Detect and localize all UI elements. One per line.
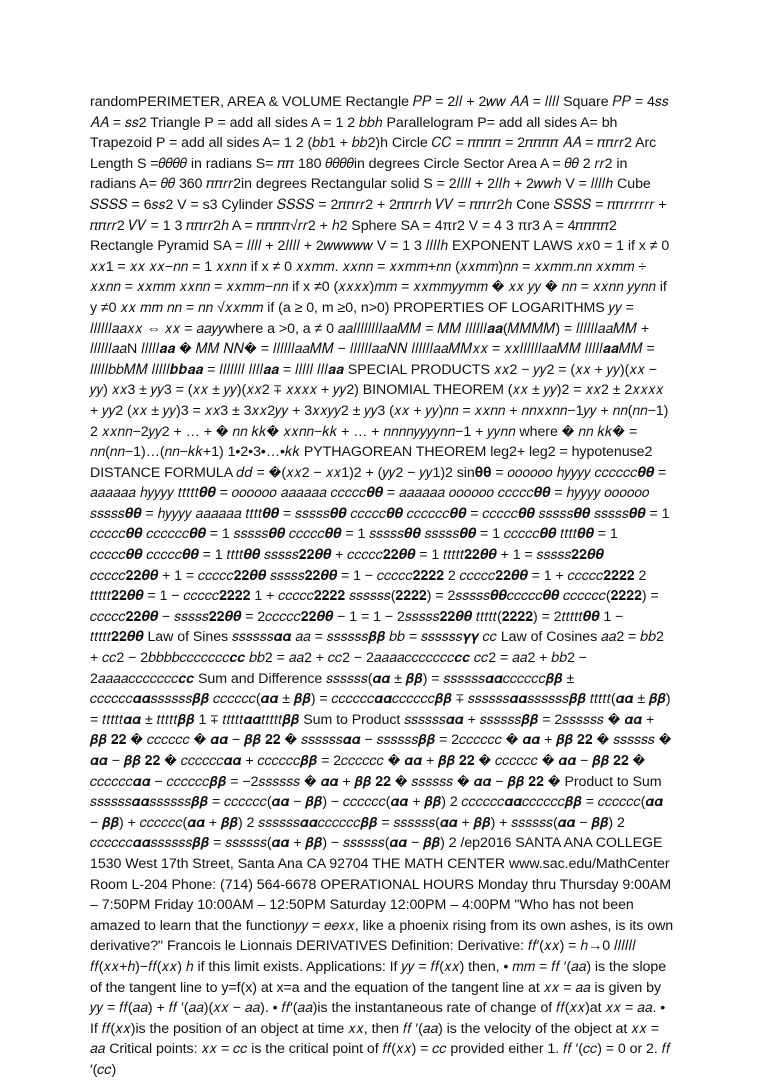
document-body-text: randomPERIMETER, AREA & VOLUME Rectangle 𝑃𝑃 = 2𝑙𝑙 + 2𝑤𝑤 𝐴𝐴 = 𝑙𝑙𝑙𝑙 Square 𝑃𝑃 = 4𝑠𝑠 𝐴𝐴 = 𝑠𝑠2 Triangle P = add all sides A = 1 2 𝑏𝑏ℎ Parallelogram P= add all sides A= bh Trapezoid P = add all sides A= 1 2 (𝑏𝑏1 + 𝑏𝑏2)h Circle 𝐶𝐶 = 𝜋𝜋𝜋𝜋 = 2𝜋𝜋𝜋𝜋 𝐴𝐴 = 𝜋𝜋𝑟𝑟2 Arc Length S =𝜃𝜃𝜃𝜃 in radians S= 𝜋𝜋 180 𝜃𝜃𝜃𝜃in degrees Circle Sector Area A = 𝜃𝜃 2 𝑟𝑟2 in radians A= 𝜃𝜃 360 𝜋𝜋𝑟𝑟2in degrees Rectangular solid S = 2𝑙𝑙𝑙𝑙 + 2𝑙𝑙ℎ + 2𝑤𝑤ℎ V = 𝑙𝑙𝑙𝑙ℎ Cube 𝑆𝑆𝑆𝑆 = 6𝑠𝑠2 V = s3 Cylinder 𝑆𝑆𝑆𝑆 = 2𝜋𝜋𝑟𝑟2 + 2𝜋𝜋𝑟𝑟ℎ 𝑉𝑉 = 𝜋𝜋𝑟𝑟2ℎ Cone 𝑆𝑆𝑆𝑆 = 𝜋𝜋𝑟𝑟𝑟𝑟𝑟𝑟 + 𝜋𝜋𝑟𝑟2 𝑉𝑉 = 1 3 𝜋𝜋𝑟𝑟2ℎ A = 𝜋𝜋𝜋𝜋√𝑟𝑟2 + ℎ2 Sphere SA = 4πr2 V = 4 3 πr3 A = 4𝜋𝜋𝜋𝜋2 Rectangle Pyramid SA = 𝑙𝑙𝑙𝑙 + 2𝑙𝑙𝑙𝑙 + 2𝑤𝑤𝑤𝑤𝑤 V = 1 3 𝑙𝑙𝑙𝑙ℎ EXPONENT LAWS 𝑥𝑥0 = 1 if x ≠ 0 𝑥𝑥1 = 𝑥𝑥 𝑥𝑥−𝑛𝑛 = 1 𝑥𝑥𝑛𝑛 if x ≠ 0 𝑥𝑥𝑚𝑚. 𝑥𝑥𝑛𝑛 = 𝑥𝑥𝑚𝑚+𝑛𝑛 (𝑥𝑥𝑚𝑚)𝑛𝑛 = 𝑥𝑥𝑚𝑚.𝑛𝑛 𝑥𝑥𝑚𝑚 ÷ 𝑥𝑥𝑛𝑛 = 𝑥𝑥𝑚𝑚 𝑥𝑥𝑛𝑛 = 𝑥𝑥𝑚𝑚−𝑛𝑛 if x ≠0 (𝑥𝑥𝑥𝑥)𝑚𝑚 = 𝑥𝑥𝑚𝑚𝑦𝑦𝑚𝑚 � 𝑥𝑥 𝑦𝑦 � 𝑛𝑛 = 𝑥𝑥𝑛𝑛 𝑦𝑦𝑛𝑛 if y ≠0 𝑥𝑥 𝑚𝑚 𝑛𝑛 = 𝑛𝑛 √𝑥𝑥𝑚𝑚 if (a ≥ 0, m ≥0, n>0) PROPERTIES OF LOGARITHMS 𝑦𝑦 = 𝑙𝑙𝑙𝑙𝑙𝑙𝑎𝑎𝑥𝑥 ⇔ 𝑥𝑥 = 𝑎𝑎𝑦𝑦where a >0, a ≠ 0 𝑎𝑎𝑙𝑙𝑙𝑙𝑙𝑙𝑙𝑙𝑎𝑎𝑀𝑀 = 𝑀𝑀 𝑙𝑙𝑙𝑙𝑙𝑙𝒂𝒂(𝑀𝑀𝑀𝑀) = 𝑙𝑙𝑙𝑙𝑙𝑙𝑎𝑎𝑀𝑀 + 𝑙𝑙𝑙𝑙𝑙𝑙𝑎𝑎N 𝑙𝑙𝑙𝑙𝑙𝒂𝒂 � 𝑀𝑀 𝑁𝑁� = 𝑙𝑙𝑙𝑙𝑙𝑙𝑎𝑎𝑀𝑀 − 𝑙𝑙𝑙𝑙𝑙𝑙𝑎𝑎𝑁𝑁 𝑙𝑙𝑙𝑙𝑙𝑙𝑎𝑎𝑀𝑀𝑥𝑥 = 𝑥𝑥𝑙𝑙𝑙𝑙𝑙𝑙𝑎𝑎𝑀𝑀 𝑙𝑙𝑙𝑙𝑙𝒂𝒂𝑀𝑀 = 𝑙𝑙𝑙𝑙𝑙𝑏𝑏𝑀𝑀 𝑙𝑙𝑙𝑙𝑙𝒃𝒃𝒂𝒂 = 𝑙𝑙𝑙𝑙𝑙𝑙𝑙 𝑙𝑙𝑙𝑙𝒂𝒂 = 𝑙𝑙𝑙𝑙𝑙 𝑙𝑙𝑙𝒂𝒂 SPECIAL PRODUCTS 𝑥𝑥2 − 𝑦𝑦2 = (𝑥𝑥 + 𝑦𝑦)(𝑥𝑥 − 𝑦𝑦) 𝑥𝑥3 ± 𝑦𝑦3 = (𝑥𝑥 ± 𝑦𝑦)(𝑥𝑥2 ∓ 𝑥𝑥𝑥𝑥 + 𝑦𝑦2) BINOMIAL THEOREM (𝑥𝑥 ± 𝑦𝑦)2 = 𝑥𝑥2 ± 2𝑥𝑥𝑥𝑥 + 𝑦𝑦2 (𝑥𝑥 ± 𝑦𝑦)3 = 𝑥𝑥3 ± 3𝑥𝑥2𝑦𝑦 + 3𝑥𝑥𝑦𝑦2 ± 𝑦𝑦3 (𝑥𝑥 + 𝑦𝑦)𝑛𝑛 = 𝑥𝑥𝑛𝑛 + 𝑛𝑛𝑥𝑥𝑛𝑛−1𝑦𝑦 + 𝑛𝑛(𝑛𝑛−1) 2 𝑥𝑥𝑛𝑛−2𝑦𝑦2 + … + � 𝑛𝑛 𝑘𝑘� 𝑥𝑥𝑛𝑛−𝑘𝑘 + … + 𝑛𝑛𝑛𝑛𝑦𝑦𝑦𝑦𝑛𝑛−1 + 𝑦𝑦𝑛𝑛 where � 𝑛𝑛 𝑘𝑘� = 𝑛𝑛(𝑛𝑛−1)…(𝑛𝑛−𝑘𝑘+1) 1•2•3•…•𝑘𝑘 PYTHAGOREAN THEOREM leg2+ leg2 = hypotenuse2 DISTANCE FORMULA 𝑑𝑑 = �(𝑥𝑥2 − 𝑥𝑥1)2 + (𝑦𝑦2 − 𝑦𝑦1)2 sin𝛉𝛉 = 𝑜𝑜𝑜𝑜𝑜𝑜 ℎ𝑦𝑦𝑦𝑦 𝑐𝑐𝑐𝑐𝑐𝑐𝜽𝜽 = 𝑎𝑎𝑎𝑎𝑎𝑎 ℎ𝑦𝑦𝑦𝑦 𝑡𝑡𝑡𝑡𝑡𝜽𝜽 = 𝑜𝑜𝑜𝑜𝑜𝑜 𝑎𝑎𝑎𝑎𝑎𝑎 𝑐𝑐𝑐𝑐𝑐𝜽𝜽 = 𝑎𝑎𝑎𝑎𝑎𝑎 𝑜𝑜𝑜𝑜𝑜𝑜 𝑐𝑐𝑐𝑐𝑐𝜽𝜽 = ℎ𝑦𝑦𝑦𝑦 𝑜𝑜𝑜𝑜𝑜𝑜 𝑠𝑠𝑠𝑠𝑠𝜽𝜽 = ℎ𝑦𝑦𝑦𝑦 𝑎𝑎𝑎𝑎𝑎𝑎 𝑡𝑡𝑡𝑡𝜽𝜽 = 𝑠𝑠𝑠𝑠𝑠𝜽𝜽 𝑐𝑐𝑐𝑐𝑐𝜽𝜽 𝑐𝑐𝑐𝑐𝑐𝑐𝜽𝜽 = 𝑐𝑐𝑐𝑐𝑐𝜽𝜽 𝑠𝑠𝑠𝑠𝑠𝜽𝜽 𝑠𝑠𝑠𝑠𝑠𝜽𝜽 = 1 𝑐𝑐𝑐𝑐𝑐𝜽𝜽 𝑐𝑐𝑐𝑐𝑐𝑐𝜽𝜽 = 1 𝑠𝑠𝑠𝑠𝑠𝜽𝜽 𝑐𝑐𝑐𝑐𝑐𝜽𝜽 = 1 𝑠𝑠𝑠𝑠𝑠𝜽𝜽 𝑠𝑠𝑠𝑠𝑠𝜽𝜽 = 1 𝑐𝑐𝑐𝑐𝑐𝜽𝜽 𝑡𝑡𝑡𝑡𝜽𝜽 = 1 𝑐𝑐𝑐𝑐𝑐𝜽𝜽 𝑐𝑐𝑐𝑐𝑐𝜽𝜽 = 1 𝑡𝑡𝑡𝑡𝜽𝜽 𝑠𝑠𝑠𝑠𝑠𝟐𝟐𝜽𝜽 + 𝑐𝑐𝑐𝑐𝑐𝟐𝟐𝜽𝜽 = 1 𝑡𝑡𝑡𝑡𝑡𝟐𝟐𝜽𝜽 + 1 = 𝑠𝑠𝑠𝑠𝑠𝟐𝟐𝜽𝜽 𝑐𝑐𝑐𝑐𝑐𝟐𝟐𝜽𝜽 + 1 = 𝑐𝑐𝑐𝑐𝑐𝟐𝟐𝜽𝜽 𝑠𝑠𝑠𝑠𝑠𝟐𝟐𝜽𝜽 = 1 − 𝑐𝑐𝑐𝑐𝑐𝟐𝟐𝟐𝟐 2 𝑐𝑐𝑐𝑐𝑐𝟐𝟐𝜽𝜽 = 1 + 𝑐𝑐𝑐𝑐𝑐𝟐𝟐𝟐𝟐 2 𝑡𝑡𝑡𝑡𝑡𝟐𝟐𝜽𝜽 = 1 − 𝑐𝑐𝑐𝑐𝑐𝟐𝟐𝟐𝟐 1 + 𝑐𝑐𝑐𝑐𝑐𝟐𝟐𝟐𝟐 𝑠𝑠𝑠𝑠𝑠𝑠(𝟐𝟐𝟐𝟐) = 2𝑠𝑠𝑠𝑠𝑠𝜽𝜽𝑐𝑐𝑐𝑐𝑐𝜽𝜽 𝑐𝑐𝑐𝑐𝑐𝑐(𝟐𝟐𝟐𝟐) = 𝑐𝑐𝑐𝑐𝑐𝟐𝟐𝜽𝜽 − 𝑠𝑠𝑠𝑠𝑠𝟐𝟐𝜽𝜽 = 2𝑐𝑐𝑐𝑐𝑐𝟐𝟐𝜽𝜽 − 1 = 1 − 2𝑠𝑠𝑠𝑠𝑠𝟐𝟐𝜽𝜽 𝑡𝑡𝑡𝑡𝑡(𝟐𝟐𝟐𝟐) = 2𝑡𝑡𝑡𝑡𝑡𝜽𝜽 1 − 𝑡𝑡𝑡𝑡𝑡𝟐𝟐𝜽𝜽 Law of Sines 𝑠𝑠𝑠𝑠𝑠𝑠𝜶𝜶 𝑎𝑎 = 𝑠𝑠𝑠𝑠𝑠𝑠𝜷𝜷 𝑏𝑏 = 𝑠𝑠𝑠𝑠𝑠𝑠𝜸𝜸 𝑐𝑐 Law of Cosines 𝑎𝑎2 = 𝑏𝑏2 + 𝑐𝑐2 − 2𝑏𝑏𝑏𝑏𝑐𝑐𝑐𝑐𝑐𝑐𝑐𝒄𝒄 𝑏𝑏2 = 𝑎𝑎2 + 𝑐𝑐2 − 2𝑎𝑎𝑎𝑎𝑐𝑐𝑐𝑐𝑐𝑐𝑐𝒄𝒄 𝑐𝑐2 = 𝑎𝑎2 + 𝑏𝑏2 − 2𝑎𝑎𝑎𝑎𝑐𝑐𝑐𝑐𝑐𝑐𝑐𝒄𝒄 Sum and Difference 𝑠𝑠𝑠𝑠𝑠𝑠(𝜶𝜶 ± 𝜷𝜷) = 𝑠𝑠𝑠𝑠𝑠𝑠𝜶𝜶𝑐𝑐𝑐𝑐𝑐𝑐𝜷𝜷 ± 𝑐𝑐𝑐𝑐𝑐𝑐𝜶𝜶𝑠𝑠𝑠𝑠𝑠𝑠𝜷𝜷 𝑐𝑐𝑐𝑐𝑐𝑐(𝜶𝜶 ± 𝜷𝜷) = 𝑐𝑐𝑐𝑐𝑐𝑐𝜶𝜶𝑐𝑐𝑐𝑐𝑐𝑐𝜷𝜷 ∓ 𝑠𝑠𝑠𝑠𝑠𝑠𝜶𝜶𝑠𝑠𝑠𝑠𝑠𝑠𝜷𝜷 𝑡𝑡𝑡𝑡𝑡(𝜶𝜶 ± 𝜷𝜷) = 𝑡𝑡𝑡𝑡𝑡𝜶𝜶 ± 𝑡𝑡𝑡𝑡𝑡𝜷𝜷 1 ∓ 𝑡𝑡𝑡𝑡𝑡𝜶𝜶𝑡𝑡𝑡𝑡𝑡𝜷𝜷 Sum to Product 𝑠𝑠𝑠𝑠𝑠𝑠𝜶𝜶 + 𝑠𝑠𝑠𝑠𝑠𝑠𝜷𝜷 = 2𝑠𝑠𝑠𝑠𝑠𝑠 � 𝜶𝜶 + 𝜷𝜷 𝟐𝟐 � 𝑐𝑐𝑐𝑐𝑐𝑐 � 𝜶𝜶 − 𝜷𝜷 𝟐𝟐 � 𝑠𝑠𝑠𝑠𝑠𝑠𝜶𝜶 − 𝑠𝑠𝑠𝑠𝑠𝑠𝜷𝜷 = 2𝑐𝑐𝑐𝑐𝑐𝑐 � 𝜶𝜶 + 𝜷𝜷 𝟐𝟐 � 𝑠𝑠𝑠𝑠𝑠𝑠 � 𝜶𝜶 − 𝜷𝜷 𝟐𝟐 � 𝑐𝑐𝑐𝑐𝑐𝑐𝜶𝜶 + 𝑐𝑐𝑐𝑐𝑐𝑐𝜷𝜷 = 2𝑐𝑐𝑐𝑐𝑐𝑐 � 𝜶𝜶 + 𝜷𝜷 𝟐𝟐 � 𝑐𝑐𝑐𝑐𝑐𝑐 � 𝜶𝜶 − 𝜷𝜷 𝟐𝟐 � 𝑐𝑐𝑐𝑐𝑐𝑐𝜶𝜶 − 𝑐𝑐𝑐𝑐𝑐𝑐𝜷𝜷 = −2𝑠𝑠𝑠𝑠𝑠𝑠 � 𝜶𝜶 + 𝜷𝜷 𝟐𝟐 � 𝑠𝑠𝑠𝑠𝑠𝑠 � 𝜶𝜶 − 𝜷𝜷 𝟐𝟐 � Product to Sum 𝑠𝑠𝑠𝑠𝑠𝑠𝜶𝜶𝑠𝑠𝑠𝑠𝑠𝑠𝜷𝜷 = 𝑐𝑐𝑐𝑐𝑐𝑐(𝜶𝜶 − 𝜷𝜷) − 𝑐𝑐𝑐𝑐𝑐𝑐(𝜶𝜶 + 𝜷𝜷) 2 𝑐𝑐𝑐𝑐𝑐𝑐𝜶𝜶𝑐𝑐𝑐𝑐𝑐𝑐𝜷𝜷 = 𝑐𝑐𝑐𝑐𝑐𝑐(𝜶𝜶 − 𝜷𝜷) + 𝑐𝑐𝑐𝑐𝑐𝑐(𝜶𝜶 + 𝜷𝜷) 2 𝑠𝑠𝑠𝑠𝑠𝑠𝜶𝜶𝑐𝑐𝑐𝑐𝑐𝑐𝜷𝜷 = 𝑠𝑠𝑠𝑠𝑠𝑠(𝜶𝜶 + 𝜷𝜷) + 𝑠𝑠𝑠𝑠𝑠𝑠(𝜶𝜶 − 𝜷𝜷) 2 𝑐𝑐𝑐𝑐𝑐𝑐𝜶𝜶𝑠𝑠𝑠𝑠𝑠𝑠𝜷𝜷 = 𝑠𝑠𝑠𝑠𝑠𝑠(𝜶𝜶 + 𝜷𝜷) − 𝑠𝑠𝑠𝑠𝑠𝑠(𝜶𝜶 − 𝜷𝜷) 2 /ep2016 SANTA ANA COLLEGE 1530 West 17th Street, Santa Ana CA 92704 THE MATH CENTER www.sac.edu/MathCenter Room L-204 Phone: (714) 564-6678 OPERATIONAL HOURS Monday thru Thursday 9:00AM – 7:50PM Friday 10:00AM – 12:50PM Saturday 12:00PM – 4:00PM "Who has not been amazed to learn that the function𝑦𝑦 = 𝑒𝑒𝑥𝑥, like a phoenix rising from its own ashes, is its own derivative?" Francois le Lionnais DERIVATIVES Definition: Derivative: 𝑓𝑓′(𝑥𝑥) = ℎ→0 𝑙𝑙𝑙𝑙𝑙𝑙 𝑓𝑓(𝑥𝑥+ℎ)−𝑓𝑓(𝑥𝑥) ℎ if this limit exists. Applications: If 𝑦𝑦 = 𝑓𝑓(𝑥𝑥) then, • 𝑚𝑚 = 𝑓𝑓 ′(𝑎𝑎) is the slope of the tangent line to y=f(x) at x=a and the equation of the tangent line at 𝑥𝑥 = 𝑎𝑎 is given by 𝑦𝑦 = 𝑓𝑓(𝑎𝑎) + 𝑓𝑓 ′(𝑎𝑎)(𝑥𝑥 − 𝑎𝑎). • 𝑓𝑓′(𝑎𝑎)is the instantaneous rate of change of 𝑓𝑓(𝑥𝑥)at 𝑥𝑥 = 𝑎𝑎. • If 𝑓𝑓(𝑥𝑥)is the position of an object at time 𝑥𝑥, then 𝑓𝑓 ′(𝑎𝑎) is the velocity of the object at 𝑥𝑥 = 𝑎𝑎 Critical points: 𝑥𝑥 = 𝑐𝑐 is the critical point of 𝑓𝑓(𝑥𝑥) = 𝑐𝑐 provided either 1. 𝑓𝑓 ′(𝑐𝑐) = 0 or 2. 𝑓𝑓 ′(𝑐𝑐) xyxy=(90,94,674,1078)
document-page xyxy=(90,92,674,1078)
